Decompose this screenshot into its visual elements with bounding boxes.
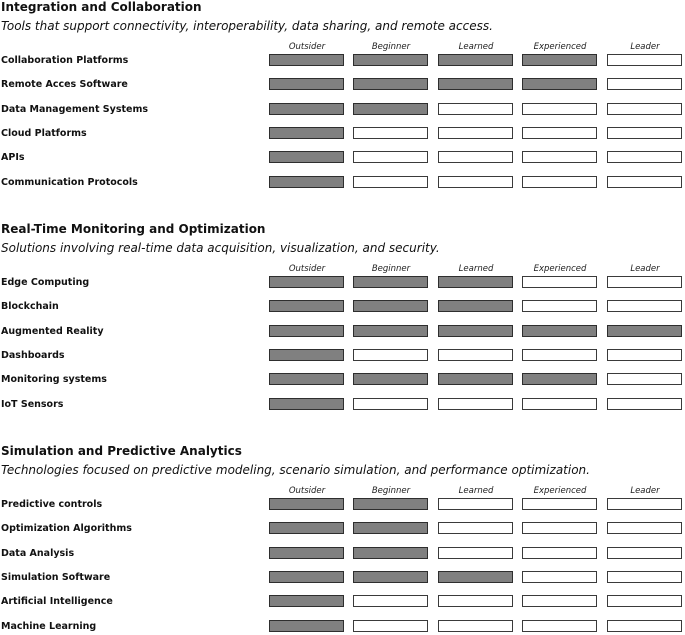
- row-label: Predictive controls: [1, 499, 103, 510]
- level-cell-experienced: [522, 78, 597, 90]
- column-header-experienced: Experienced: [533, 486, 587, 496]
- level-cell-beginner: [353, 522, 428, 534]
- level-cell-outsider: [269, 620, 344, 632]
- level-cell-learned: [438, 276, 513, 288]
- level-cell-experienced: [522, 176, 597, 188]
- level-cell-outsider: [269, 78, 344, 90]
- level-cell-leader: [607, 103, 682, 115]
- level-cell-experienced: [522, 571, 597, 583]
- level-cell-outsider: [269, 349, 344, 361]
- level-cell-leader: [607, 78, 682, 90]
- column-header-beginner: Beginner: [371, 486, 411, 496]
- level-cell-leader: [607, 571, 682, 583]
- row-label: Edge Computing: [1, 277, 90, 288]
- level-cell-outsider: [269, 398, 344, 410]
- level-cell-beginner: [353, 300, 428, 312]
- level-cell-learned: [438, 522, 513, 534]
- level-cell-learned: [438, 325, 513, 337]
- row-label: APIs: [1, 152, 25, 164]
- level-cell-outsider: [269, 595, 344, 607]
- level-cell-experienced: [522, 127, 597, 139]
- row-label: Monitoring systems: [1, 374, 107, 386]
- level-cell-experienced: [522, 325, 597, 337]
- level-cell-outsider: [269, 498, 344, 510]
- column-header-learned: Learned: [458, 264, 494, 274]
- level-cell-leader: [607, 595, 682, 607]
- level-cell-leader: [607, 522, 682, 534]
- level-cell-beginner: [353, 176, 428, 188]
- level-cell-experienced: [522, 151, 597, 163]
- level-cell-leader: [607, 276, 682, 288]
- level-cell-learned: [438, 78, 513, 90]
- level-cell-beginner: [353, 151, 428, 163]
- level-cell-outsider: [269, 325, 344, 337]
- level-cell-outsider: [269, 276, 344, 288]
- column-header-outsider: Outsider: [288, 264, 326, 274]
- level-cell-experienced: [522, 373, 597, 385]
- level-cell-learned: [438, 151, 513, 163]
- level-cell-beginner: [353, 103, 428, 115]
- level-cell-learned: [438, 373, 513, 385]
- level-cell-outsider: [269, 103, 344, 115]
- level-cell-outsider: [269, 127, 344, 139]
- level-cell-experienced: [522, 103, 597, 115]
- column-header-leader: Leader: [630, 42, 660, 52]
- column-header-experienced: Experienced: [533, 264, 587, 274]
- level-cell-experienced: [522, 620, 597, 632]
- level-cell-beginner: [353, 571, 428, 583]
- level-cell-beginner: [353, 498, 428, 510]
- level-cell-beginner: [353, 276, 428, 288]
- row-label: Simulation Software: [1, 571, 111, 583]
- level-cell-experienced: [522, 398, 597, 410]
- level-cell-experienced: [522, 522, 597, 534]
- level-cell-learned: [438, 547, 513, 559]
- level-cell-outsider: [269, 300, 344, 312]
- level-cell-experienced: [522, 54, 597, 66]
- level-cell-outsider: [269, 176, 344, 188]
- level-cell-experienced: [522, 498, 597, 510]
- section-title: Simulation and Predictive Analytics: [1, 444, 242, 458]
- level-cell-outsider: [269, 151, 344, 163]
- section-description: Tools that support connectivity, interoperability, data sharing, and remote access.: [1, 19, 493, 33]
- level-cell-learned: [438, 498, 513, 510]
- column-header-beginner: Beginner: [371, 42, 411, 52]
- level-cell-leader: [607, 620, 682, 632]
- column-header-beginner: Beginner: [371, 264, 411, 274]
- level-cell-beginner: [353, 620, 428, 632]
- level-cell-leader: [607, 498, 682, 510]
- row-label: Blockchain: [1, 301, 59, 313]
- row-label: Remote Acces Software: [1, 79, 128, 91]
- level-cell-outsider: [269, 54, 344, 66]
- level-cell-learned: [438, 103, 513, 115]
- level-cell-learned: [438, 127, 513, 139]
- column-header-experienced: Experienced: [533, 42, 587, 52]
- level-cell-experienced: [522, 349, 597, 361]
- level-cell-outsider: [269, 547, 344, 559]
- level-cell-leader: [607, 176, 682, 188]
- row-label: Data Analysis: [1, 547, 75, 559]
- level-cell-learned: [438, 176, 513, 188]
- column-header-leader: Leader: [630, 486, 660, 496]
- level-cell-learned: [438, 620, 513, 632]
- level-cell-beginner: [353, 325, 428, 337]
- level-cell-leader: [607, 349, 682, 361]
- row-label: Augmented Reality: [1, 325, 104, 337]
- level-cell-experienced: [522, 300, 597, 312]
- column-header-outsider: Outsider: [288, 42, 326, 52]
- row-label: Optimization Algorithms: [1, 523, 132, 535]
- level-cell-beginner: [353, 595, 428, 607]
- level-cell-leader: [607, 127, 682, 139]
- row-label: Machine Learning: [1, 620, 97, 632]
- level-cell-outsider: [269, 571, 344, 583]
- level-cell-learned: [438, 300, 513, 312]
- section-description: Solutions involving real-time data acquisition, visualization, and security.: [1, 241, 440, 255]
- level-cell-learned: [438, 398, 513, 410]
- level-cell-experienced: [522, 276, 597, 288]
- level-cell-leader: [607, 547, 682, 559]
- level-cell-experienced: [522, 547, 597, 559]
- level-cell-beginner: [353, 373, 428, 385]
- column-header-leader: Leader: [630, 264, 660, 274]
- section-title: Real-Time Monitoring and Optimization: [1, 222, 266, 236]
- level-cell-outsider: [269, 522, 344, 534]
- level-cell-leader: [607, 54, 682, 66]
- level-cell-outsider: [269, 373, 344, 385]
- level-cell-beginner: [353, 349, 428, 361]
- row-label: Cloud Platforms: [1, 127, 87, 139]
- level-cell-leader: [607, 151, 682, 163]
- row-label: Artificial Intelligence: [1, 596, 113, 608]
- section-description: Technologies focused on predictive modeling, scenario simulation, and performance optimization.: [1, 463, 590, 477]
- level-cell-beginner: [353, 78, 428, 90]
- level-cell-leader: [607, 300, 682, 312]
- row-label: Communication Protocols: [1, 176, 138, 188]
- level-cell-learned: [438, 349, 513, 361]
- row-label: Data Management Systems: [1, 103, 149, 115]
- row-label: IoT Sensors: [1, 398, 64, 410]
- level-cell-leader: [607, 398, 682, 410]
- level-cell-beginner: [353, 127, 428, 139]
- row-label: Collaboration Platforms: [1, 55, 129, 66]
- row-label: Dashboards: [1, 349, 65, 361]
- column-header-learned: Learned: [458, 42, 494, 52]
- level-cell-leader: [607, 373, 682, 385]
- level-cell-beginner: [353, 547, 428, 559]
- level-cell-learned: [438, 571, 513, 583]
- level-cell-learned: [438, 595, 513, 607]
- level-cell-experienced: [522, 595, 597, 607]
- level-cell-leader: [607, 325, 682, 337]
- column-header-outsider: Outsider: [288, 486, 326, 496]
- level-cell-beginner: [353, 398, 428, 410]
- level-cell-beginner: [353, 54, 428, 66]
- section-title: Integration and Collaboration: [1, 0, 202, 14]
- column-header-learned: Learned: [458, 486, 494, 496]
- level-cell-learned: [438, 54, 513, 66]
